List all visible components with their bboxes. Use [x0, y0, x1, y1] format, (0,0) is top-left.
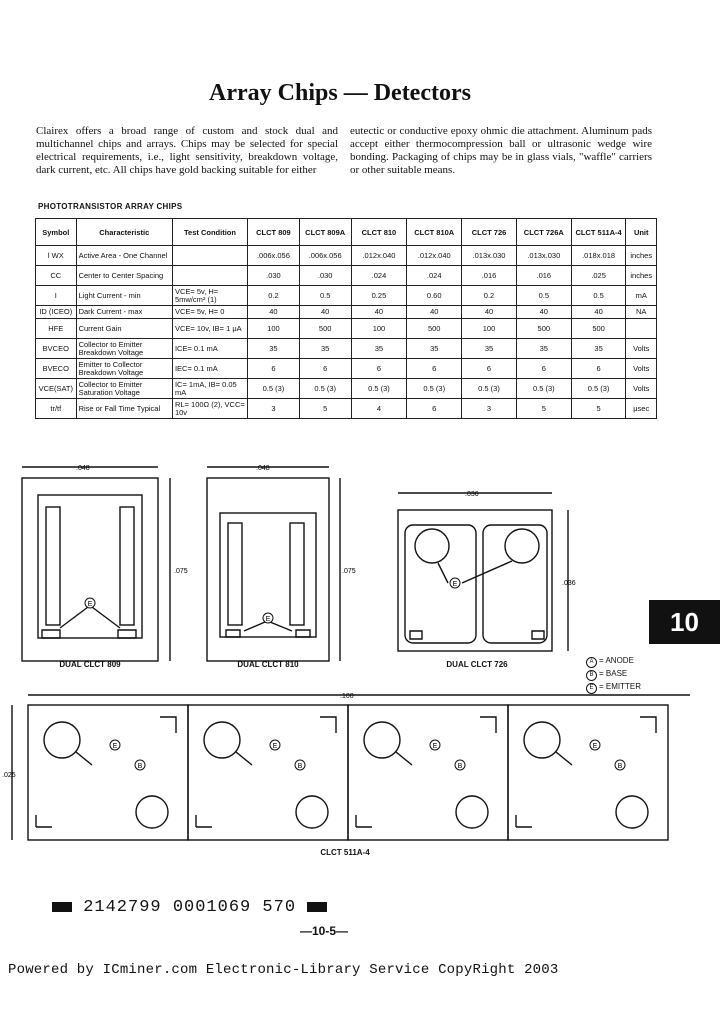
table-row [36, 266, 657, 286]
table-cell: 500 [407, 319, 462, 339]
pin-e-726: E [452, 581, 458, 588]
caption-511: CLCT 511A-4 [320, 848, 370, 857]
pin-e-511-4: E [592, 743, 598, 750]
table-cell: 100 [351, 319, 407, 339]
table-header-cell: CLCT 511A-4 [571, 219, 626, 246]
table-row [36, 339, 657, 359]
table-cell: 40 [462, 306, 517, 319]
table-cell: Volts [626, 379, 657, 399]
table-cell: HFE [36, 319, 77, 339]
caption-810: DUAL CLCT 810 [237, 660, 299, 669]
table-row [36, 246, 657, 266]
table-cell: inches [626, 266, 657, 286]
table-cell: 6 [407, 359, 462, 379]
table-cell: 6 [299, 359, 351, 379]
table-cell: 35 [516, 339, 571, 359]
table-cell: RL= 100Ω (2), VCC= 10v [172, 399, 247, 419]
table-cell: VCE= 5v, H= 0 [172, 306, 247, 319]
table-cell: .013x.030 [516, 246, 571, 266]
pin-e-809: E [87, 601, 93, 608]
table-cell: Collector to Emitter Saturation Voltage [76, 379, 172, 399]
table-cell: mA [626, 286, 657, 306]
table-cell [626, 319, 657, 339]
table-cell: 35 [407, 339, 462, 359]
table-cell: 0.5 (3) [299, 379, 351, 399]
table-cell: 0.25 [351, 286, 407, 306]
table-cell: Collector to Emitter Breakdown Voltage [76, 339, 172, 359]
table-header-cell: Symbol [36, 219, 77, 246]
pin-b-511-3: B [457, 763, 463, 770]
table-cell: 0.5 (3) [571, 379, 626, 399]
table-cell: 40 [248, 306, 300, 319]
table-cell [172, 266, 247, 286]
dim-809-height: .075 [174, 568, 188, 575]
table-cell: 40 [407, 306, 462, 319]
legend-emitter: = EMITTER [599, 682, 642, 691]
table-cell: I [36, 286, 77, 306]
page-title: Array Chips — Detectors [209, 80, 471, 106]
table-cell: ID (ICEO) [36, 306, 77, 319]
table-cell: 0.5 [516, 286, 571, 306]
table-cell: 40 [516, 306, 571, 319]
pin-e-511-3: E [432, 743, 438, 750]
table-cell: .013x.030 [462, 246, 517, 266]
table-cell: 40 [351, 306, 407, 319]
table-cell: 6 [571, 359, 626, 379]
table-cell: 5 [571, 399, 626, 419]
table-cell: 0.2 [462, 286, 517, 306]
table-cell: .006x.056 [248, 246, 300, 266]
page-number: —10-5— [300, 924, 349, 938]
table-row [36, 359, 657, 379]
barcode-text: 2142799 0001069 570 [83, 898, 297, 917]
barcode-block-right [307, 902, 327, 912]
table-cell: μsec [626, 399, 657, 419]
table-cell: Rise or Fall Time Typical [76, 399, 172, 419]
legend-anode: = ANODE [599, 656, 634, 665]
table-cell: .030 [248, 266, 300, 286]
table-cell: 500 [299, 319, 351, 339]
table-cell: .016 [462, 266, 517, 286]
table-cell: 0.5 (3) [248, 379, 300, 399]
table-cell: 6 [351, 359, 407, 379]
table-row [36, 286, 657, 306]
caption-809: DUAL CLCT 809 [59, 660, 121, 669]
pin-legend [586, 655, 641, 694]
table-cell: IC= 1mA, IB= 0.05 mA [172, 379, 247, 399]
table-cell: .006x.056 [299, 246, 351, 266]
table-header-row [36, 219, 657, 246]
table-cell: 6 [407, 399, 462, 419]
table-header-cell: CLCT 809 [248, 219, 300, 246]
table-cell: 5 [299, 399, 351, 419]
table-row [36, 306, 657, 319]
table-cell: 500 [571, 319, 626, 339]
table-cell: 0.5 [299, 286, 351, 306]
table-header-cell: Test Condition [172, 219, 247, 246]
clct-726-diagram [398, 493, 568, 651]
table-row [36, 399, 657, 419]
table-cell: 40 [299, 306, 351, 319]
table-cell: inches [626, 246, 657, 266]
table-header-cell: CLCT 726 [462, 219, 517, 246]
table-header-cell: CLCT 726A [516, 219, 571, 246]
table-row [36, 379, 657, 399]
dim-511-height: .025 [2, 772, 16, 779]
table-cell: .024 [351, 266, 407, 286]
table-cell: tr/tf [36, 399, 77, 419]
table-cell: 0.5 (3) [516, 379, 571, 399]
table-cell: 35 [571, 339, 626, 359]
table-cell: ICE= 0.1 mA [172, 339, 247, 359]
clct-511a-4-diagram [12, 695, 690, 840]
dim-726-height: .036 [562, 580, 576, 587]
table-cell: 6 [462, 359, 517, 379]
section-tab: 10 [649, 600, 720, 644]
dim-511-width: .100 [340, 693, 354, 700]
anode-icon: A [586, 657, 597, 668]
table-title: PHOTOTRANSISTOR ARRAY CHIPS [38, 202, 183, 211]
table-cell: 6 [516, 359, 571, 379]
table-cell: 0.60 [407, 286, 462, 306]
table-cell: 5 [516, 399, 571, 419]
table-cell: 35 [351, 339, 407, 359]
table-header-cell: CLCT 810A [407, 219, 462, 246]
legend-base: = BASE [599, 669, 628, 678]
table-cell: VCE= 10v, IB= 1 μA [172, 319, 247, 339]
pin-b-511-2: B [297, 763, 303, 770]
table-cell: 0.5 (3) [351, 379, 407, 399]
spec-table [35, 218, 657, 419]
table-cell: 35 [462, 339, 517, 359]
table-header-cell: Unit [626, 219, 657, 246]
table-cell: 40 [571, 306, 626, 319]
dim-810-height: .075 [342, 568, 356, 575]
table-cell: NA [626, 306, 657, 319]
table-header-cell: CLCT 809A [299, 219, 351, 246]
table-cell: .016 [516, 266, 571, 286]
table-cell: Emitter to Collector Breakdown Voltage [76, 359, 172, 379]
table-cell: 0.5 (3) [462, 379, 517, 399]
table-cell: Volts [626, 359, 657, 379]
table-cell: Active Area - One Channel [76, 246, 172, 266]
intro-paragraph-left: Clairex offers a broad range of custom and stock dual and multichannel chips and arrays. Chips may be selected for special electrical requirements, i.e., light sensitivity, breakdown voltage, dark current, etc. All chips have gold backing suitable for either [36, 125, 338, 176]
emitter-icon: E [586, 683, 597, 694]
dim-810-width: .048 [256, 465, 270, 472]
table-cell: 35 [248, 339, 300, 359]
table-cell: 100 [248, 319, 300, 339]
table-cell: l WX [36, 246, 77, 266]
table-cell: 35 [299, 339, 351, 359]
table-header-cell: Characteristic [76, 219, 172, 246]
table-cell: 4 [351, 399, 407, 419]
pin-e-810: E [265, 616, 271, 623]
table-cell: .030 [299, 266, 351, 286]
barcode-line [52, 898, 327, 917]
barcode-block-left [52, 902, 72, 912]
clct-809-diagram [22, 467, 170, 661]
table-cell: BVECO [36, 359, 77, 379]
table-cell: CC [36, 266, 77, 286]
table-cell: 6 [248, 359, 300, 379]
table-cell [172, 246, 247, 266]
table-cell: VCE= 5v, H= 5mw/cm² (1) [172, 286, 247, 306]
table-cell: Light Current - min [76, 286, 172, 306]
table-cell: 0.2 [248, 286, 300, 306]
pin-b-511-4: B [617, 763, 623, 770]
table-cell: 3 [248, 399, 300, 419]
table-cell: .012x.040 [351, 246, 407, 266]
table-header-cell: CLCT 810 [351, 219, 407, 246]
table-cell: .012x.040 [407, 246, 462, 266]
table-cell: Volts [626, 339, 657, 359]
table-cell: 0.5 (3) [407, 379, 462, 399]
dim-726-width: .036 [465, 491, 479, 498]
table-cell: IEC= 0.1 mA [172, 359, 247, 379]
base-icon: B [586, 670, 597, 681]
table-cell: .025 [571, 266, 626, 286]
pin-b-511: B [137, 763, 143, 770]
table-row [36, 319, 657, 339]
table-cell: 500 [516, 319, 571, 339]
caption-726: DUAL CLCT 726 [446, 660, 508, 669]
table-cell: 100 [462, 319, 517, 339]
table-cell: VCE(SAT) [36, 379, 77, 399]
table-cell: BVCEO [36, 339, 77, 359]
table-cell: Center to Center Spacing [76, 266, 172, 286]
dim-809-width: .048 [76, 465, 90, 472]
table-cell: Current Gain [76, 319, 172, 339]
pin-e-511: E [112, 743, 118, 750]
table-cell: Dark Current - max [76, 306, 172, 319]
table-cell: 0.5 [571, 286, 626, 306]
pin-e-511-2: E [272, 743, 278, 750]
footer-credit: Powered by ICminer.com Electronic-Library Service CopyRight 2003 [8, 962, 559, 978]
clct-810-diagram [207, 467, 340, 661]
intro-paragraph-right: eutectic or conductive epoxy ohmic die attachment. Aluminum pads accept either thermocompression ball or ultrasonic wedge wire bonding. Packaging of chips may be in glass vials, "waffle" carriers or other suitable means. [350, 125, 652, 176]
table-cell: 3 [462, 399, 517, 419]
table-cell: .018x.018 [571, 246, 626, 266]
table-cell: .024 [407, 266, 462, 286]
